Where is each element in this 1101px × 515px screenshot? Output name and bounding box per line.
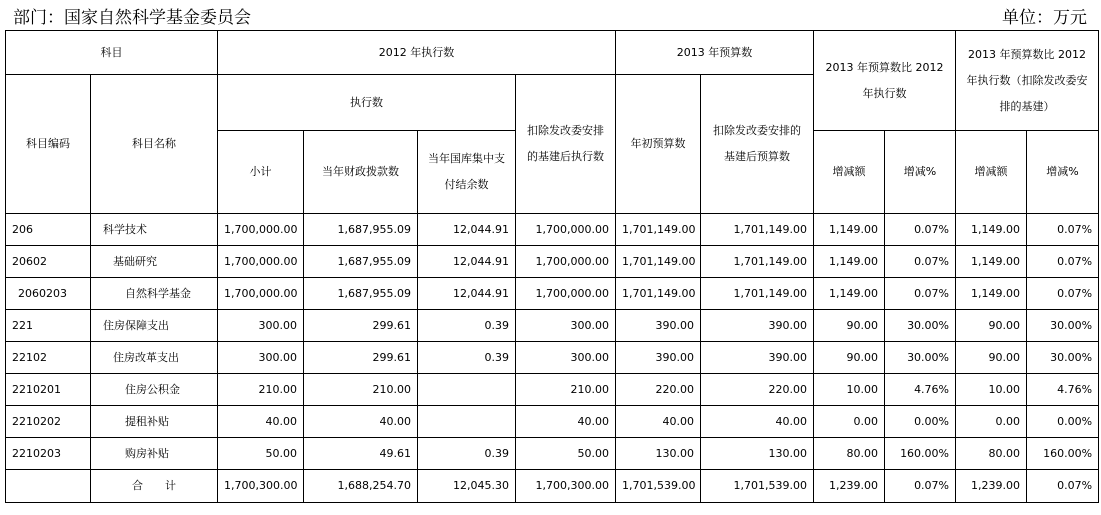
cell-inc-adj: 1,239.00	[956, 470, 1027, 503]
cell-exec-adj: 1,700,300.00	[516, 470, 616, 503]
cell-name: 住房保障支出	[91, 310, 218, 342]
table-row	[6, 246, 1099, 278]
cell-inc: 0.00	[814, 406, 885, 438]
cell-balance: 12,044.91	[418, 246, 516, 278]
cell-inc-adj: 1,149.00	[956, 278, 1027, 310]
cell-pct-adj: 30.00%	[1027, 310, 1099, 342]
cell-exec-adj: 1,700,000.00	[516, 214, 616, 246]
cell-inc-adj: 1,149.00	[956, 214, 1027, 246]
cell-inc: 1,149.00	[814, 214, 885, 246]
cell-pct: 4.76%	[885, 374, 956, 406]
cell-initial: 1,701,149.00	[616, 214, 701, 246]
cell-code: 221	[6, 310, 91, 342]
total-label: 合 计	[91, 470, 218, 503]
cell-exec-adj: 300.00	[516, 310, 616, 342]
cell-initial: 1,701,149.00	[616, 278, 701, 310]
col-treasury-balance: 当年国库集中支付结余数	[418, 131, 516, 214]
cell-name: 购房补贴	[91, 438, 218, 470]
cell-exec-adj: 300.00	[516, 342, 616, 374]
cell-inc: 80.00	[814, 438, 885, 470]
col-diff-vs-2012: 2013 年预算数比 2012 年执行数	[814, 31, 956, 131]
total-row	[6, 470, 1099, 503]
cell-fiscal: 40.00	[304, 406, 418, 438]
table-row	[6, 342, 1099, 374]
cell-fiscal: 1,687,955.09	[304, 278, 418, 310]
cell-initial: 40.00	[616, 406, 701, 438]
cell-name: 住房改革支出	[91, 342, 218, 374]
cell-balance	[418, 374, 516, 406]
table-row	[6, 278, 1099, 310]
cell-pct: 0.07%	[885, 470, 956, 503]
cell-budget-adj: 1,701,149.00	[701, 278, 814, 310]
cell-budget-adj: 1,701,149.00	[701, 214, 814, 246]
report-header	[0, 0, 1101, 30]
cell-pct-adj: 0.07%	[1027, 214, 1099, 246]
col-exec-after-ndrc: 扣除发改委安排的基建后执行数	[516, 75, 616, 214]
cell-fiscal: 1,687,955.09	[304, 214, 418, 246]
col-subject: 科目	[6, 31, 218, 75]
cell-pct: 160.00%	[885, 438, 956, 470]
cell-budget-adj: 390.00	[701, 310, 814, 342]
cell-inc-adj: 1,149.00	[956, 246, 1027, 278]
cell-name: 基础研究	[91, 246, 218, 278]
cell-code: 2210201	[6, 374, 91, 406]
col-increase-amount-adj: 增减额	[956, 131, 1027, 214]
col-fiscal-appropriation: 当年财政拨款数	[304, 131, 418, 214]
col-subject-code: 科目编码	[6, 75, 91, 214]
cell-subtotal: 210.00	[218, 374, 304, 406]
budget-table	[5, 30, 1099, 503]
cell-budget-adj: 390.00	[701, 342, 814, 374]
cell-balance: 12,044.91	[418, 214, 516, 246]
table-row	[6, 406, 1099, 438]
cell-subtotal: 1,700,300.00	[218, 470, 304, 503]
col-budget-2013: 2013 年预算数	[616, 31, 814, 75]
col-diff-vs-2012-adj: 2013 年预算数比 2012 年执行数（扣除发改委安排的基建）	[956, 31, 1099, 131]
cell-inc: 10.00	[814, 374, 885, 406]
cell-balance: 0.39	[418, 342, 516, 374]
table-row	[6, 214, 1099, 246]
cell-exec-adj: 1,700,000.00	[516, 278, 616, 310]
cell-subtotal: 300.00	[218, 310, 304, 342]
cell-subtotal: 50.00	[218, 438, 304, 470]
cell-budget-adj: 1,701,539.00	[701, 470, 814, 503]
cell-balance: 0.39	[418, 438, 516, 470]
table-row	[6, 374, 1099, 406]
cell-balance: 0.39	[418, 310, 516, 342]
cell-inc: 90.00	[814, 310, 885, 342]
cell-subtotal: 1,700,000.00	[218, 278, 304, 310]
cell-inc: 1,239.00	[814, 470, 885, 503]
cell-code: 206	[6, 214, 91, 246]
cell-exec-adj: 50.00	[516, 438, 616, 470]
col-subject-name: 科目名称	[91, 75, 218, 214]
cell-inc: 90.00	[814, 342, 885, 374]
cell-fiscal: 1,688,254.70	[304, 470, 418, 503]
cell-name: 自然科学基金	[91, 278, 218, 310]
col-increase-pct: 增减%	[885, 131, 956, 214]
cell-pct: 0.07%	[885, 214, 956, 246]
header-row-1	[6, 31, 1099, 75]
col-initial-budget: 年初预算数	[616, 75, 701, 214]
cell-inc: 1,149.00	[814, 246, 885, 278]
cell-code: 2210203	[6, 438, 91, 470]
cell-initial: 1,701,149.00	[616, 246, 701, 278]
cell-code: 2060203	[6, 278, 91, 310]
cell-subtotal: 1,700,000.00	[218, 246, 304, 278]
cell-budget-adj: 220.00	[701, 374, 814, 406]
cell-pct-adj: 0.00%	[1027, 406, 1099, 438]
unit-label: 单位：万元	[1002, 8, 1087, 28]
cell-pct: 0.07%	[885, 278, 956, 310]
cell-code: 22102	[6, 342, 91, 374]
cell-budget-adj: 130.00	[701, 438, 814, 470]
cell-pct-adj: 0.07%	[1027, 246, 1099, 278]
cell-balance: 12,044.91	[418, 278, 516, 310]
cell-name: 提租补贴	[91, 406, 218, 438]
cell-pct-adj: 0.07%	[1027, 278, 1099, 310]
cell-initial: 390.00	[616, 342, 701, 374]
cell-pct: 0.07%	[885, 246, 956, 278]
cell-fiscal: 49.61	[304, 438, 418, 470]
cell-code-empty	[6, 470, 91, 503]
cell-initial: 130.00	[616, 438, 701, 470]
col-increase-amount: 增减额	[814, 131, 885, 214]
department-label: 部门：国家自然科学基金委员会	[13, 8, 251, 28]
cell-inc-adj: 90.00	[956, 342, 1027, 374]
cell-pct-adj: 30.00%	[1027, 342, 1099, 374]
col-subtotal: 小计	[218, 131, 304, 214]
cell-pct-adj: 4.76%	[1027, 374, 1099, 406]
col-exec-2012: 2012 年执行数	[218, 31, 616, 75]
cell-code: 2210202	[6, 406, 91, 438]
cell-fiscal: 299.61	[304, 310, 418, 342]
cell-exec-adj: 210.00	[516, 374, 616, 406]
cell-inc: 1,149.00	[814, 278, 885, 310]
col-increase-pct-adj: 增减%	[1027, 131, 1099, 214]
cell-fiscal: 1,687,955.09	[304, 246, 418, 278]
cell-initial: 1,701,539.00	[616, 470, 701, 503]
table-row	[6, 438, 1099, 470]
col-budget-after-ndrc: 扣除发改委安排的基建后预算数	[701, 75, 814, 214]
cell-inc-adj: 80.00	[956, 438, 1027, 470]
cell-name: 住房公积金	[91, 374, 218, 406]
cell-fiscal: 299.61	[304, 342, 418, 374]
cell-pct-adj: 0.07%	[1027, 470, 1099, 503]
cell-balance	[418, 406, 516, 438]
cell-subtotal: 300.00	[218, 342, 304, 374]
cell-code: 20602	[6, 246, 91, 278]
cell-pct-adj: 160.00%	[1027, 438, 1099, 470]
table-row	[6, 310, 1099, 342]
cell-subtotal: 40.00	[218, 406, 304, 438]
cell-exec-adj: 1,700,000.00	[516, 246, 616, 278]
cell-exec-adj: 40.00	[516, 406, 616, 438]
cell-pct: 30.00%	[885, 310, 956, 342]
cell-subtotal: 1,700,000.00	[218, 214, 304, 246]
cell-pct: 30.00%	[885, 342, 956, 374]
cell-pct: 0.00%	[885, 406, 956, 438]
cell-fiscal: 210.00	[304, 374, 418, 406]
col-exec-amount: 执行数	[218, 75, 516, 131]
cell-inc-adj: 10.00	[956, 374, 1027, 406]
cell-budget-adj: 1,701,149.00	[701, 246, 814, 278]
cell-budget-adj: 40.00	[701, 406, 814, 438]
cell-name: 科学技术	[91, 214, 218, 246]
cell-initial: 390.00	[616, 310, 701, 342]
cell-balance: 12,045.30	[418, 470, 516, 503]
cell-inc-adj: 0.00	[956, 406, 1027, 438]
cell-initial: 220.00	[616, 374, 701, 406]
cell-inc-adj: 90.00	[956, 310, 1027, 342]
